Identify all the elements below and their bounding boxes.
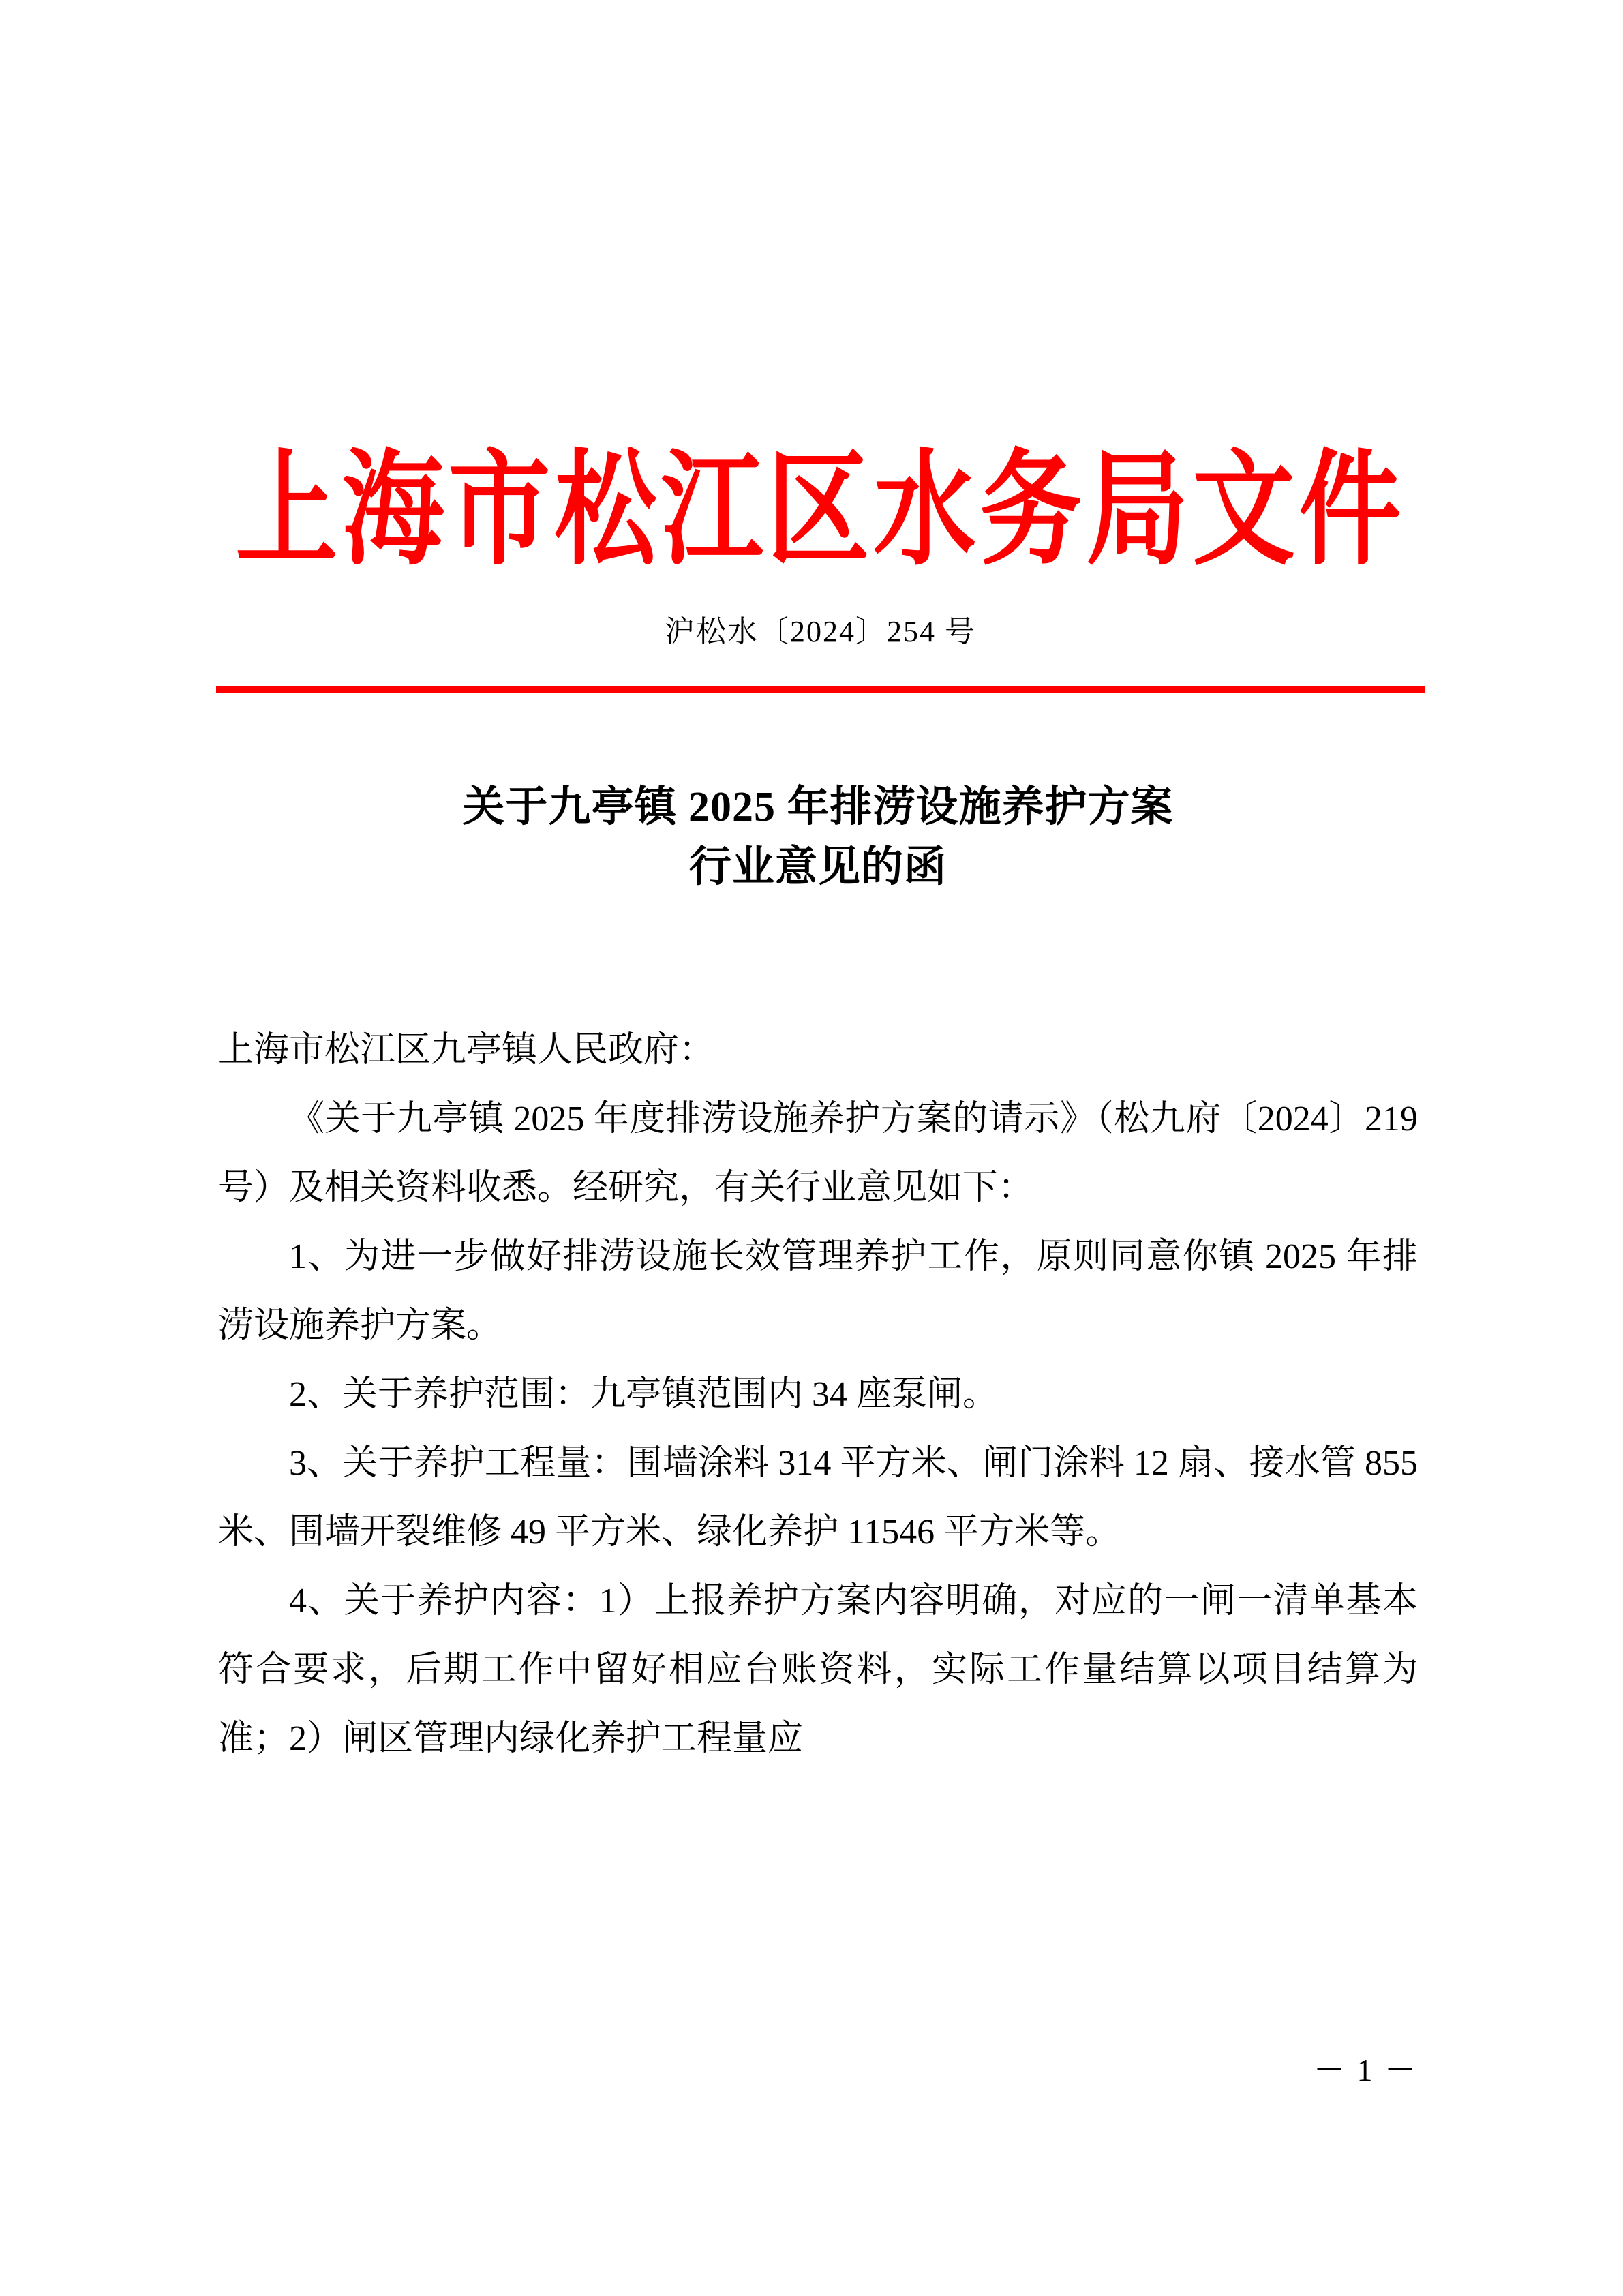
masthead	[216, 436, 1425, 579]
body-paragraph-2: 1、为进一步做好排涝设施长效管理养护工作，原则同意你镇 2025 年排涝设施养护方案。	[218, 1237, 1418, 1345]
document-body	[218, 1016, 1418, 1773]
document-number: 沪松水〔2024〕254 号	[665, 615, 976, 648]
page-title	[225, 777, 1411, 897]
page-title-line-2: 行业意见的函	[688, 844, 947, 891]
issuing-agency-title: 上海市松江区水务局文件	[235, 439, 1406, 579]
body-paragraph-4: 3、关于养护工程量：围墙涂料 314 平方米、闸门涂料 12 扇、接水管 855 米、围墙开裂维修 49 平方米、绿化养护 11546 平方米等。	[218, 1444, 1418, 1552]
page-number-footer: － 1 －	[1314, 2053, 1418, 2087]
red-separator-rule	[216, 686, 1425, 693]
addressee-line: 上海市松江区九亭镇人民政府：	[218, 1031, 715, 1070]
page-title-line-1: 关于九亭镇 2025 年排涝设施养护方案	[462, 784, 1174, 830]
body-paragraph-5: 4、关于养护内容：1）上报养护方案内容明确，对应的一闸一清单基本符合要求，后期工作中留好相应台账资料，实际工作量结算以项目结算为准；2）闸区管理内绿化养护工程量应	[218, 1582, 1418, 1758]
body-paragraph-3: 2、关于养护范围：九亭镇范围内 34 座泵闸。	[289, 1375, 999, 1414]
body-paragraph-1: 《关于九亭镇 2025 年度排涝设施养护方案的请示》（松九府〔2024〕219 号）及相关资料收悉。经研究，有关行业意见如下：	[218, 1100, 1418, 1207]
